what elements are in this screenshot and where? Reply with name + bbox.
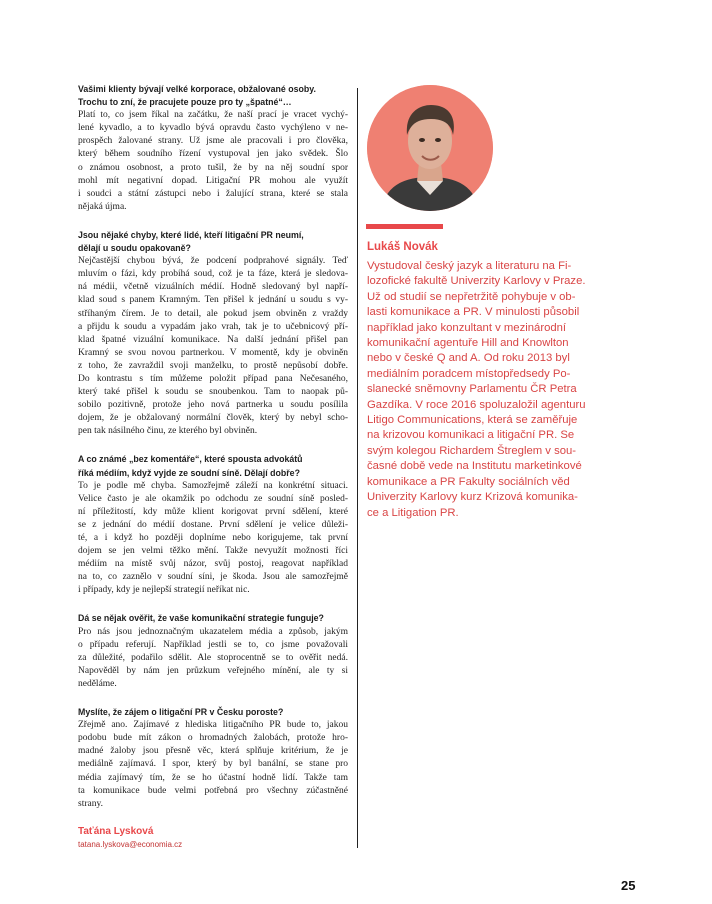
bio-line: ce a Litigation PR. (367, 506, 459, 519)
question-line: Trochu to zní, že pracujete pouze pro ty „špatné“… (78, 97, 292, 108)
question-line: Dá se nějak ověřit, že vaše komunikační strategie funguje? (78, 613, 324, 624)
portrait-illustration (367, 85, 493, 211)
answer-line: z toho, že zavraždil svoji manželku, to prostě nepůsobí dobře. (78, 360, 348, 371)
answer-line: který také přišel k soudu se snoubenkou. Tam to naopak pů- (78, 387, 348, 398)
bio-line: komunikační agentuře Hill and Knowlton (367, 337, 569, 350)
author-name: Taťána Lysková (78, 826, 154, 837)
answer-line: Napověděl by nám jen průzkum veřejného mínění, ale ty si (78, 665, 348, 676)
answer-line: mohl mít negativní dopad. Litigační PR mohou ale využít (78, 175, 348, 186)
bio-line: svým kolegou Richardem Štreglem v sou- (367, 444, 577, 457)
question-line: Jsou nějaké chyby, které lidé, kteří litigační PR neumí, (78, 229, 304, 240)
answer-line: stříhaným čírem. Je to detail, ale pokud jsem obviněn z vraždy (78, 308, 348, 319)
answer-line: mluvím o fázi, kdy probíhá soud, což je ta fáze, která je sledova- (78, 269, 348, 280)
bio-line: lasti komunikace a PR. V minulosti působil (367, 306, 580, 319)
answer-line: médiím na místě svůj názor, svůj postoj, reagovat například (78, 559, 348, 570)
author-credit (78, 826, 182, 849)
bio-text (367, 259, 607, 521)
answer-line: mediálně zajímavá. I spor, který by byl banální, se stane pro (78, 759, 348, 770)
answer-line: se z jednání do médií dostane. První sdělení je velice důleži- (78, 519, 348, 530)
answer-line: madné žaloby jsou přesně věc, která splňuje kritérium, že je (78, 746, 348, 757)
answer-line: na to, co zaznělo v soudní síni, je škoda. Jsou ale samozřejmě (78, 572, 348, 583)
qa-block-5 (78, 706, 348, 811)
bio-line: lozofické fakultě Univerzity Karlovy v Praze. (367, 275, 586, 288)
answer-line: ta komunikace bude velmi potřebná pro všechny zúčastněné (78, 785, 348, 796)
answer-line: sobilo pozitivně, protože jeho nová partnerka u soudu posílila (78, 400, 348, 411)
bio-name: Lukáš Novák (367, 241, 438, 253)
question-line: Vašimi klienty bývají velké korporace, obžalované osoby. (78, 84, 316, 94)
answer-line: klad špatné vizuální komunikace. Na další jednání přišel pan (78, 334, 348, 345)
bio-line: slanecké sněmovny Parlamentu ČR Petra (367, 383, 577, 396)
author-email[interactable]: tatana.lyskova@economia.cz (78, 840, 183, 849)
answer-line: i případy, kdy je nejlepší strategií neříkat nic. (78, 585, 250, 596)
answer-line: prospěch žalované strany. Už jsme ale pracovali i pro člověka, (78, 136, 348, 147)
answer (78, 255, 348, 438)
answer-line: a přijdu k soudu a vypadám jako vrah, tak je to učebnicový pří- (78, 321, 348, 332)
question-line: A co známé „bez komentáře“, které spousta advokátů (78, 454, 303, 465)
portrait-photo (367, 85, 493, 211)
question (78, 453, 348, 479)
answer-line: té, a i když ho později doplníme nebo korigujeme, tak první (78, 533, 348, 543)
bio-line: Univerzity Karlovy kurz Krizová komunika- (367, 491, 578, 504)
answer (78, 109, 348, 214)
answer (78, 719, 348, 811)
answer (78, 626, 348, 691)
answer-line: podobu bude mít zákon o hromadných žalobách, protože hro- (78, 733, 348, 744)
bio-line: komunikace a PR Fakulty sociálních věd (367, 475, 570, 488)
answer-line: dojem, že je obžalovaný normální člověk, který by nebyl scho- (78, 413, 348, 424)
answer-line: ní příležitostí, kdy může klient korigovat první sdělení, které (78, 506, 348, 517)
answer-line: klad soud s panem Kramným. Ten přišel k jednání u soudu s vy- (78, 295, 348, 306)
question (78, 229, 348, 255)
answer-line: Nejčastější chybou bývá, že podcení podprahové signály. Teď (78, 256, 348, 267)
answer-line: který během soudního řízení vystupoval jen jako svědek. Šlo (78, 149, 348, 160)
question (78, 706, 348, 719)
bio-line: Už od studií se nepřetržitě pohybuje v ob- (367, 290, 576, 303)
answer-line: Platí to, co jsem říkal na začátku, že naší prací je vracet vychý- (78, 110, 348, 121)
accent-rule (366, 224, 443, 229)
answer-line: Kramný se svou novou partnerkou. V momentě, kdy je obviněn (78, 347, 348, 358)
question (78, 612, 348, 625)
question-line: Myslíte, že zájem o litigační PR v Česku poroste? (78, 707, 284, 718)
bio-line: Gazdíka. V roce 2016 spoluzaložil agenturu (367, 398, 586, 411)
answer-line: strany. (78, 798, 103, 809)
bio-line: Litigo Communications, která se zaměřuje (367, 414, 578, 427)
answer-line: Zřejmě ano. Zajímavé z hlediska litigačního PR bude to, jakou (78, 720, 348, 731)
bio-line: časné době vede na Institutu marketinkové (367, 460, 582, 473)
question (78, 83, 348, 109)
qa-block-3 (78, 453, 348, 597)
answer-line: Velice často je ale okamžik po odchodu ze soudní síně posled- (78, 493, 348, 504)
answer-line: pen tak násilného činu, ze kterého byl obviněn. (78, 426, 258, 437)
question-line: říká médiím, když vyjde ze soudní síně. Dělají dobře? (78, 467, 300, 478)
answer-line: média zajímavý tím, že se ho účastní hodně lidí. Takže tam (78, 772, 348, 783)
qa-block-1 (78, 83, 348, 214)
answer-line: nějaká újma. (78, 201, 127, 212)
answer-line: ná médii, včetně vizuálních médií. Hodně sledovaný byl napří- (78, 282, 348, 293)
answer-line: i soudci a státní zástupci nebo i žalující strana, které se stala (78, 188, 348, 199)
answer-line: neděláme. (78, 678, 117, 689)
answer (78, 480, 348, 598)
answer-line: dojem se jen velmi těžko mění. Takže nevyužít možnosti říci (78, 546, 348, 557)
bio-line: mediálním poradcem místopředsedy Po- (367, 367, 571, 380)
bio-line: na krizovou komunikaci a litigační PR. Se (367, 429, 575, 442)
page-number: 25 (621, 878, 636, 893)
answer-line: Do kontrastu s tím můžeme položit případ pana Nečesaného, (78, 373, 348, 384)
answer-line: lené kyvadlo, a to kyvadlo bývá opravdu často vychýleno v ne- (78, 123, 348, 134)
bio-line: nebo v české Q and A. Od roku 2013 byl (367, 352, 570, 365)
answer-line: o případu referují. Například jestli se to, co jsme považovali (78, 639, 348, 650)
question-line: dělají u soudu opakovaně? (78, 243, 191, 254)
bio-line: Vystudoval český jazyk a literaturu na Fi- (367, 260, 572, 272)
bio-line: například jako konzultant v mezinárodní (367, 321, 567, 334)
qa-block-2 (78, 229, 348, 439)
interview-column (78, 83, 348, 826)
qa-block-4 (78, 612, 348, 691)
answer-line: To je podle mě chyba. Samozřejmě záleží na konkrétní situaci. (78, 480, 348, 491)
column-divider (357, 88, 358, 848)
answer-line: za důležité, podařilo sdělit. Ale stoprocentně se to ověřit nedá. (78, 652, 348, 663)
answer-line: o známou osobnost, a proto tušil, že by na něj soudní spor (78, 162, 348, 173)
answer-line: Pro nás jsou jednoznačným ukazatelem média a způsob, jakým (78, 626, 348, 637)
